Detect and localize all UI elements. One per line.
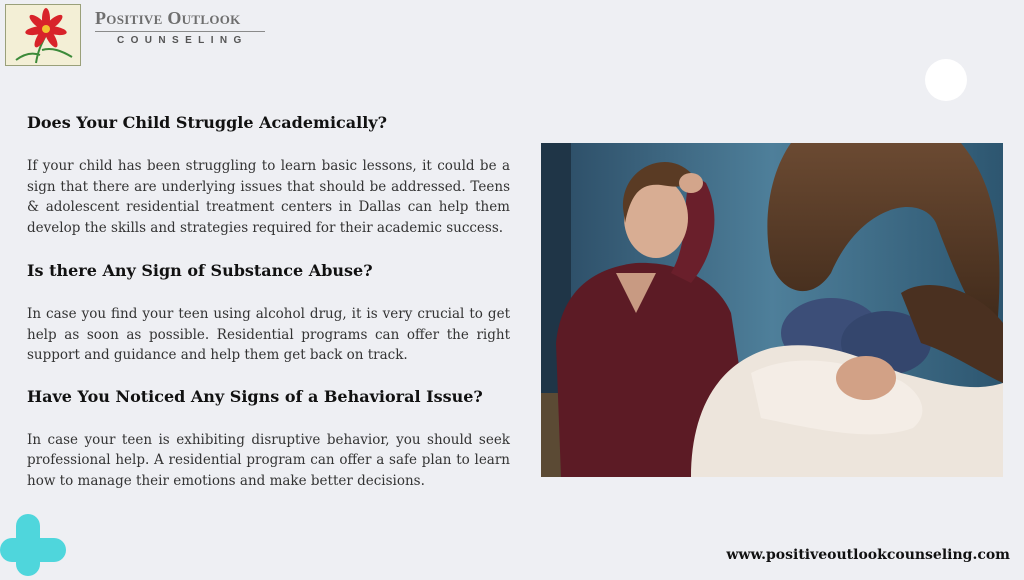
section-heading: Is there Any Sign of Substance Abuse? [27, 261, 373, 280]
website-link[interactable]: www.positiveoutlookcounseling.com [726, 547, 1010, 563]
article-content [27, 113, 510, 491]
plus-icon [0, 514, 70, 576]
brand-subtitle: COUNSELING [117, 35, 248, 46]
brand-name: Positive Outlook [95, 8, 241, 28]
logo-flower-icon [5, 4, 81, 66]
section-body: If your child has been struggling to learn basic lessons, it could be a sign that there are underlying issues that should be addressed. Teens & adolescent residential treatment centers in Dallas can help them develop the skills and strategies required for their academic success. [27, 158, 510, 236]
section-heading: Have You Noticed Any Signs of a Behavioral Issue? [27, 386, 483, 406]
section-body: In case your teen is exhibiting disruptive behavior, you should seek professional help. A residential program can offer a safe plan to learn how to manage their emotions and make better decisions. [27, 431, 510, 489]
brand-logo-text [95, 8, 265, 46]
decorative-circle [925, 59, 967, 101]
section-body: In case you find your teen using alcohol drug, it is very crucial to get help as soon as possible. Residential programs can offer the right support and guidance and help them get back on track. [27, 306, 510, 363]
worried-mother-and-teen-photo [541, 143, 1003, 477]
section-heading: Does Your Child Struggle Academically? [27, 113, 387, 132]
brand-divider [95, 31, 265, 32]
